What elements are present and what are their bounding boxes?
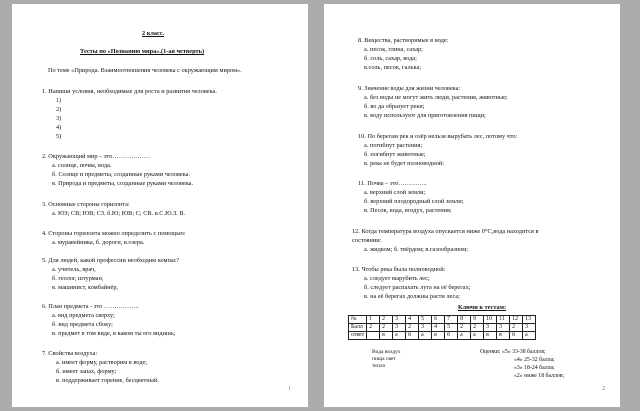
q2-option: а. солнце, почва, вода. xyxy=(52,162,112,169)
q6-option: в. предмет в том виде, в каком ты его видишь; xyxy=(52,330,176,337)
keys-table-cell: 2 xyxy=(380,324,393,332)
q13-option: б. следует распахать луга на её берегах; xyxy=(364,284,471,291)
keys-table-cell: 3 xyxy=(393,324,406,332)
keys-table-cell: в xyxy=(432,332,445,340)
q5-option: б. геолог, штурман, xyxy=(52,275,104,282)
question-8: 8. Вещества, растворимые в воде: xyxy=(358,37,449,44)
q11-option: а. верхний слой земли; xyxy=(364,189,426,196)
keys-table-cell: 10 xyxy=(484,316,497,324)
question-13: 13. Чтобы река была полноводной: xyxy=(352,266,446,273)
q8-option: а. песок, глина, сахар; xyxy=(364,46,423,53)
keys-table-cell: 2 xyxy=(471,324,484,332)
question-11: 11. Почва – это………….. xyxy=(358,180,427,187)
keys-table-cell: 3 xyxy=(484,324,497,332)
question-7: 7. Свойства воздуха: xyxy=(42,350,98,357)
keys-table-row xyxy=(349,332,536,340)
keys-table-cell: № xyxy=(349,316,367,324)
question-2: 2. Окружающий мир – это……………… xyxy=(42,153,151,160)
question-5: 5. Для людей, какой профессии необходим компас? xyxy=(42,257,180,264)
q13-option: а. следует вырубить лес; xyxy=(364,275,430,282)
keys-table-cell: 5 xyxy=(419,316,432,324)
keys-table-cell: 6 xyxy=(432,316,445,324)
keys-table-cell: 11 xyxy=(497,316,510,324)
page-number: 2 xyxy=(602,386,605,392)
q8-option: в.соль, песок, галька; xyxy=(364,64,421,71)
q4-answers: а. муравейника, б. дороги, в.озера. xyxy=(52,239,145,246)
keys-table-cell: 12 xyxy=(510,316,523,324)
keys-table-cell: 4 xyxy=(432,324,445,332)
question-1: 1. Напиши условия, необходимые для роста и развития человека. xyxy=(42,88,217,95)
question-4: 4. Стороны горизонта можно определить с помощью: xyxy=(42,230,186,237)
q9-option: а. без воды не могут жить люди, растения, животные; xyxy=(364,94,508,101)
q1-item: 5) xyxy=(56,133,62,140)
keys-table-row xyxy=(349,316,536,324)
question-10: 10. По берегам рек и озёр нельзя вырубать лес, потому что: xyxy=(358,133,518,140)
q9-option: в. воду используют для приготовления пищи; xyxy=(364,112,486,119)
keys-table-cell: 3 xyxy=(419,324,432,332)
keys-title: Ключи к тестам: xyxy=(458,304,507,311)
keys-table-cell: в xyxy=(380,332,393,340)
keys-table-cell: 2 xyxy=(380,316,393,324)
notes-line: тепло xyxy=(372,363,386,369)
page-number: 1 xyxy=(288,386,291,392)
keys-table-cell: а xyxy=(471,332,484,340)
question-6: 6. План предмета - это …………….. xyxy=(42,303,139,310)
keys-table-cell: б xyxy=(445,332,458,340)
q12-answers: а. жидком; б. твёрдом; в.газообразном; xyxy=(364,246,468,253)
q3-answers: а. ЮЗ; СВ; ЮВ; СЗ. б.Ю; ЮВ; С; СВ. в.С.Ю.З. В. xyxy=(52,210,186,217)
keys-table-row xyxy=(349,324,536,332)
q6-option: а. вид предмета сверху; xyxy=(52,312,115,319)
q13-option: в. на её берегах должны расти леса; xyxy=(364,293,460,300)
q11-option: б. верхний плодородный слой земли; xyxy=(364,198,464,205)
document-page-2 xyxy=(324,4,620,407)
page-title: Тесты по «Познанию мира».(1-ая четверть) xyxy=(80,48,205,55)
q7-option: а. имеет форму, растворим в воде; xyxy=(56,359,147,366)
question-9: 9. Значение воды для жизни человека: xyxy=(358,85,461,92)
keys-table-cell: в xyxy=(484,332,497,340)
grading-line: Оценки: «5» 33-38 баллов; xyxy=(480,349,546,355)
q1-item: 2) xyxy=(56,106,62,113)
q9-option: б. во да образует реки; xyxy=(364,103,425,110)
q1-item: 1) xyxy=(56,97,62,104)
q6-option: б. вид предмета сбоку; xyxy=(52,321,113,328)
question-12: 12. Когда температура воздуха опускается ниже 0°С,вода находится в xyxy=(352,228,539,235)
keys-table-cell: а xyxy=(393,332,406,340)
q7-option: б. имеет запах, форму; xyxy=(56,368,117,375)
document-page-1 xyxy=(12,4,308,407)
q10-option: в. река не будет полноводной; xyxy=(364,160,445,167)
keys-table-cell: 3 xyxy=(523,324,536,332)
grading-line: «2» ниже 18 баллов; xyxy=(514,373,565,379)
keys-table-cell: 8 xyxy=(458,316,471,324)
notes-line: Вода воздух xyxy=(372,349,401,355)
q1-item: 4) xyxy=(56,124,62,131)
q7-option: в. поддерживает горение, бесцветный. xyxy=(56,377,159,384)
q11-option: в. Песок, вода, воздух, растения; xyxy=(364,207,452,214)
question-3: 3. Основные стороны горизонта: xyxy=(42,201,130,208)
keys-table-cell: 2 xyxy=(458,324,471,332)
keys-table-cell: 7 xyxy=(445,316,458,324)
grade-heading: 2 класс. xyxy=(142,30,165,37)
page-subtitle: По теме «Природа. Взаимоотношения человека с окружающим миром». xyxy=(48,67,242,74)
keys-table-cell: б xyxy=(406,332,419,340)
keys-table-cell: 5 xyxy=(445,324,458,332)
question-12-cont: состоянии: xyxy=(352,237,382,244)
q2-option: б. Солнце и предметы, созданные руками человека. xyxy=(52,171,191,178)
keys-table-cell: 3 xyxy=(497,324,510,332)
keys-table-cell: 1 xyxy=(367,316,380,324)
keys-table-cell: в xyxy=(497,332,510,340)
grading-line: «3» 18-24 балла; xyxy=(514,365,555,371)
keys-table-cell xyxy=(367,332,380,340)
q1-item: 3) xyxy=(56,115,62,122)
keys-table-cell: а xyxy=(458,332,471,340)
keys-table-cell: а xyxy=(419,332,432,340)
notes-line: пища свет xyxy=(372,356,396,362)
keys-table-cell: Балл xyxy=(349,324,367,332)
q10-option: б. погибнут животные; xyxy=(364,151,426,158)
keys-table-cell: 9 xyxy=(471,316,484,324)
keys-table-cell: 2 xyxy=(367,324,380,332)
q10-option: а. погибнут растения; xyxy=(364,142,423,149)
keys-table-cell: 13 xyxy=(523,316,536,324)
keys-table-cell: 3 xyxy=(393,316,406,324)
keys-table-cell: ответ xyxy=(349,332,367,340)
keys-table-cell: а xyxy=(523,332,536,340)
q5-option: в. машинист, комбайнёр, xyxy=(52,284,119,291)
keys-table-cell: 4 xyxy=(406,316,419,324)
answer-keys-table xyxy=(348,315,536,340)
q2-option: в. Природа и предметы, созданные руками человека. xyxy=(52,180,194,187)
grading-line: «4» 25-32 балла; xyxy=(514,357,555,363)
q5-option: а. учитель, врач, xyxy=(52,266,96,273)
keys-table-cell: 2 xyxy=(510,324,523,332)
keys-table-cell: б xyxy=(510,332,523,340)
q8-option: б. соль, сахар, вода; xyxy=(364,55,417,62)
keys-table-cell: 2 xyxy=(406,324,419,332)
